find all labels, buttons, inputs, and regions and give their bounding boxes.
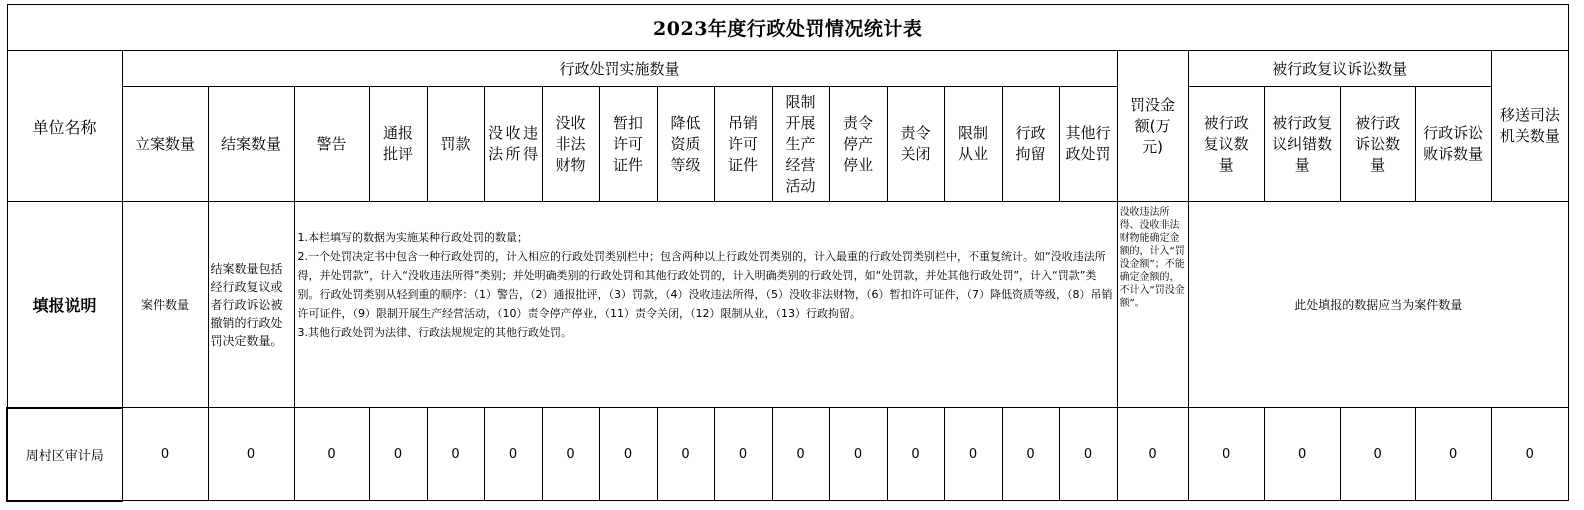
header-closed: 结案数量 xyxy=(208,87,294,202)
header-unit-name: 单位名称 xyxy=(7,51,122,202)
header-revoke-license-cell xyxy=(714,87,772,202)
table-row xyxy=(7,408,1569,501)
header-restrict-production: 限制开展生产经营活动 xyxy=(785,92,816,195)
header-restrict-employment: 限制从业 xyxy=(958,124,989,163)
header-fine-amount: 罚没金额(万元) xyxy=(1130,95,1176,156)
cell-revoke-license: 0 xyxy=(714,408,772,501)
cell-detention: 0 xyxy=(1002,408,1059,501)
cell-restrict-production: 0 xyxy=(772,408,829,501)
header-notice-cell xyxy=(369,87,427,202)
header-restrict-production-cell xyxy=(772,87,829,202)
cell-fine: 0 xyxy=(427,408,484,501)
header-suspend-license-cell xyxy=(599,87,657,202)
instructions-closed: 结案数量包括经行政复议或者行政诉讼被撤销的行政处罚决定数量。 xyxy=(208,202,294,408)
header-order-suspend: 责令停产停业 xyxy=(843,113,874,174)
header-other-cell xyxy=(1059,87,1117,202)
header-review-count-cell xyxy=(1188,87,1264,202)
header-lower-qualification-cell xyxy=(657,87,714,202)
cell-transfer-judicial: 0 xyxy=(1491,408,1568,501)
header-order-suspend-cell xyxy=(829,87,887,202)
header-litigation-count-cell xyxy=(1340,87,1415,202)
cell-notice: 0 xyxy=(369,408,427,501)
instructions-filed: 案件数量 xyxy=(122,202,208,408)
instructions-main-2: 2.一个处罚决定书中包含一种行政处罚的，计入相应的行政处罚类别栏中；包含两种以上行政处罚类别的，计入最重的行政处罚类别栏中，不重复统计。如“没收违法所得，并处罚款”，计入“没收违法所得”类别；并处明确类别的行政处罚和其他行政处罚的，计入明确类别的行政处罚，如“处罚款，并处其他行政处罚”，计入“罚款”类别。行政处罚类别从轻到重的顺序：（1）警告，（2）通报批评，（3）罚款，（4）没收违法所得，（5）没收非法财物，（6）暂扣许可证件，（7）降低资质等级，（8）吊销许可证件，（9）限制开展生产经营活动，（10）责令停产停业，（11）责令关闭，（12）限制从业，（13）行政拘留。 xyxy=(297,250,1113,320)
header-detention-cell xyxy=(1002,87,1059,202)
cell-litigation-count: 0 xyxy=(1340,408,1415,501)
header-review-corrected-cell xyxy=(1264,87,1340,202)
header-transfer-judicial: 移送司法机关数量 xyxy=(1499,106,1560,145)
header-revoke-license: 吊销许可证件 xyxy=(728,113,759,174)
header-transfer-cell xyxy=(1491,51,1568,202)
cell-review-corrected: 0 xyxy=(1264,408,1340,501)
header-restrict-employment-cell xyxy=(944,87,1002,202)
header-review-corrected: 被行政复议纠错数量 xyxy=(1272,113,1333,174)
penalty-statistics-table xyxy=(6,4,1569,502)
cell-suspend-license: 0 xyxy=(599,408,657,501)
header-fine: 罚款 xyxy=(427,87,484,202)
cell-closed: 0 xyxy=(208,408,294,501)
header-litigation-lost-cell xyxy=(1415,87,1491,202)
instructions-label: 填报说明 xyxy=(7,202,122,408)
cell-review-count: 0 xyxy=(1188,408,1264,501)
cell-litigation-lost: 0 xyxy=(1415,408,1491,501)
header-detention: 行政拘留 xyxy=(1015,124,1046,163)
header-confiscate-property: 没收非法财物 xyxy=(555,113,586,174)
header-litigation-lost: 行政诉讼败诉数量 xyxy=(1423,124,1484,163)
cell-order-close: 0 xyxy=(887,408,944,501)
cell-confiscate-property: 0 xyxy=(542,408,599,501)
header-filed: 立案数量 xyxy=(122,87,208,202)
header-warning: 警告 xyxy=(294,87,369,202)
header-order-close: 责令关闭 xyxy=(900,124,931,163)
header-litigation-count: 被行政诉讼数量 xyxy=(1355,113,1401,174)
instructions-main-3: 3.其他行政处罚为法律、行政法规规定的其他行政处罚。 xyxy=(297,326,573,339)
header-confiscate-gains-cell xyxy=(484,87,542,202)
cell-other-penalty: 0 xyxy=(1059,408,1117,501)
cell-order-suspend: 0 xyxy=(829,408,887,501)
header-notice: 通报批评 xyxy=(383,124,414,163)
cell-warning: 0 xyxy=(294,408,369,501)
instructions-review: 此处填报的数据应当为案件数量 xyxy=(1188,202,1568,408)
header-fine-amount-cell xyxy=(1117,51,1188,202)
instructions-main-1: 1.本栏填写的数据为实施某种行政处罚的数量； xyxy=(297,231,529,244)
cell-lower-qualification: 0 xyxy=(657,408,714,501)
cell-confiscate-illegal-gains: 0 xyxy=(484,408,542,501)
table-title: 2023年度行政处罚情况统计表 xyxy=(7,5,1569,51)
cell-fine-amount: 0 xyxy=(1117,408,1188,501)
header-order-close-cell xyxy=(887,87,944,202)
instructions-fine-amount: 没收违法所得、没收非法财物能确定金额的，计入“罚没金额”；不能确定金额的，不计入“罚没金额”。 xyxy=(1117,202,1188,408)
header-review-count: 被行政复议数量 xyxy=(1203,113,1249,174)
header-suspend-license: 暂扣许可证件 xyxy=(613,113,644,174)
header-lower-qualification: 降低资质等级 xyxy=(670,113,701,174)
cell-restrict-employment: 0 xyxy=(944,408,1002,501)
header-other-penalty: 其他行政处罚 xyxy=(1065,124,1111,163)
statistics-sheet xyxy=(6,4,1569,502)
header-confiscate-property-cell xyxy=(542,87,599,202)
header-group-penalty-implementation: 行政处罚实施数量 xyxy=(122,51,1117,87)
row-unit-name: 周村区审计局 xyxy=(7,408,122,501)
instructions-main xyxy=(294,202,1117,408)
cell-filed: 0 xyxy=(122,408,208,501)
header-confiscate-illegal-gains: 没收违法所得 xyxy=(488,124,539,163)
header-group-review-litigation: 被行政复议诉讼数量 xyxy=(1188,51,1491,87)
